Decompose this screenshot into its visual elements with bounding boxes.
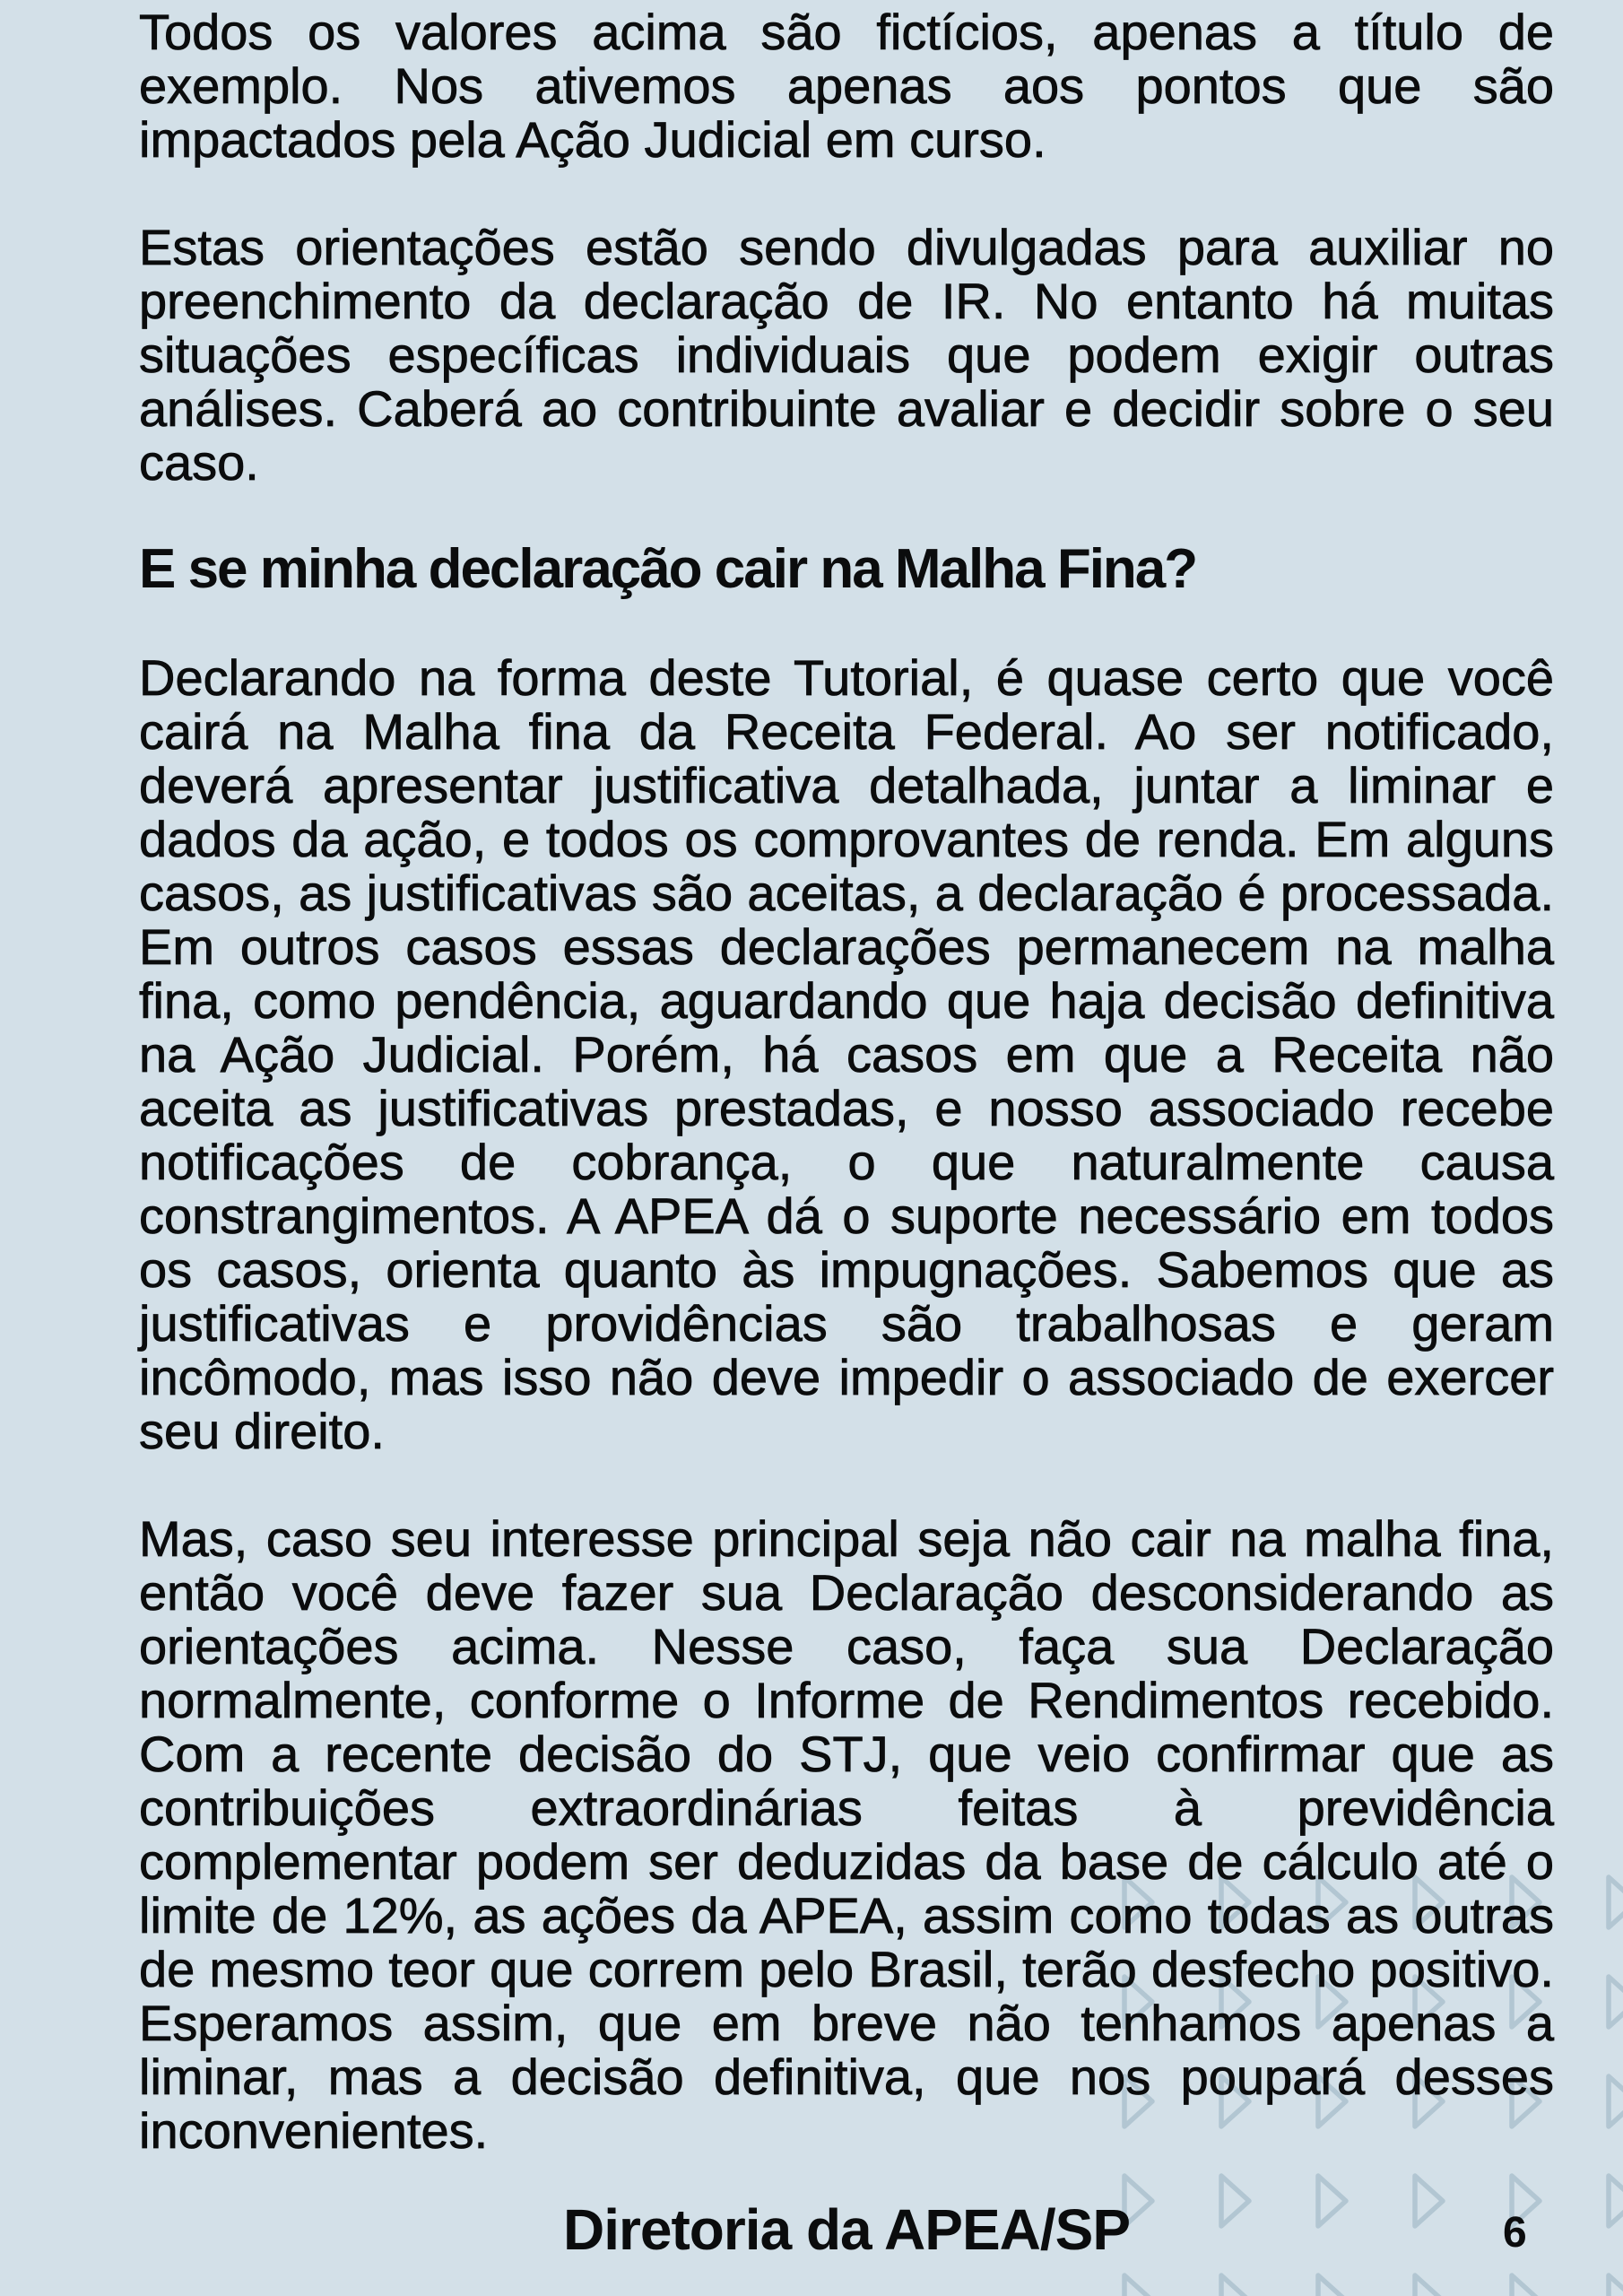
text-column — [139, 4, 1554, 2262]
paragraph-malha-fina-details: Declarando na forma deste Tutorial, é quase certo que você cairá na Malha fina da Receita Federal. Ao ser notificado, deverá apresentar justificativa detalhada, juntar a liminar e dados da ação, e todos os comprovantes de renda. Em alguns casos, as justificativas são aceitas, a declaração é processada. Em outros casos essas declarações permanecem na malha fina, como pendência, aguardando que haja decisão definitiva na Ação Judicial. Porém, há casos em que a Receita não aceita as justificativas prestadas, e nosso associado recebe notificações de cobrança, o que naturalmente causa constrangimentos. A APEA dá o suporte necessário em todos os casos, orienta quanto às impugnações. Sabemos que as justificativas e providências são trabalhosas e geram incômodo, mas isso não deve impedir o associado de exercer seu direito. — [139, 649, 1554, 1459]
page-number: 6 — [1503, 2209, 1527, 2257]
footer-signature: Diretoria da APEA/SP — [562, 2197, 1131, 2262]
section-heading-malha-fina: E se minha declaração cair na Malha Fina? — [139, 538, 1197, 600]
paragraph-alternative-declaration: Mas, caso seu interesse principal seja não cair na malha fina, então você deve fazer sua Declaração desconsiderando as orientações acima. Nesse caso, faça sua Declaração normalmente, conforme o Informe de Rendimentos recebido. Com a recente decisão do STJ, que veio confirmar que as contribuições extraordinárias feitas à previdência complementar podem ser deduzidas da base de cálculo até o limite de 12%, as ações da APEA, assim como todas as outras de mesmo teor que correm pelo Brasil, terão desfecho positivo. Esperamos assim, que em breve não tenhamos apenas a liminar, mas a decisão definitiva, que nos poupará desses inconvenientes. — [139, 1510, 1554, 2159]
paragraph-disclaimer: Todos os valores acima são fictícios, apenas a título de exemplo. Nos ativemos apenas aos pontos que são impactados pela Ação Judicial em curso. — [139, 4, 1554, 168]
paragraph-guidance: Estas orientações estão sendo divulgadas para auxiliar no preenchimento da declaração de IR. No entanto há muitas situações específicas individuais que podem exigir outras análises. Caberá ao contribuinte avaliar e decidir sobre o seu caso. — [139, 219, 1554, 491]
